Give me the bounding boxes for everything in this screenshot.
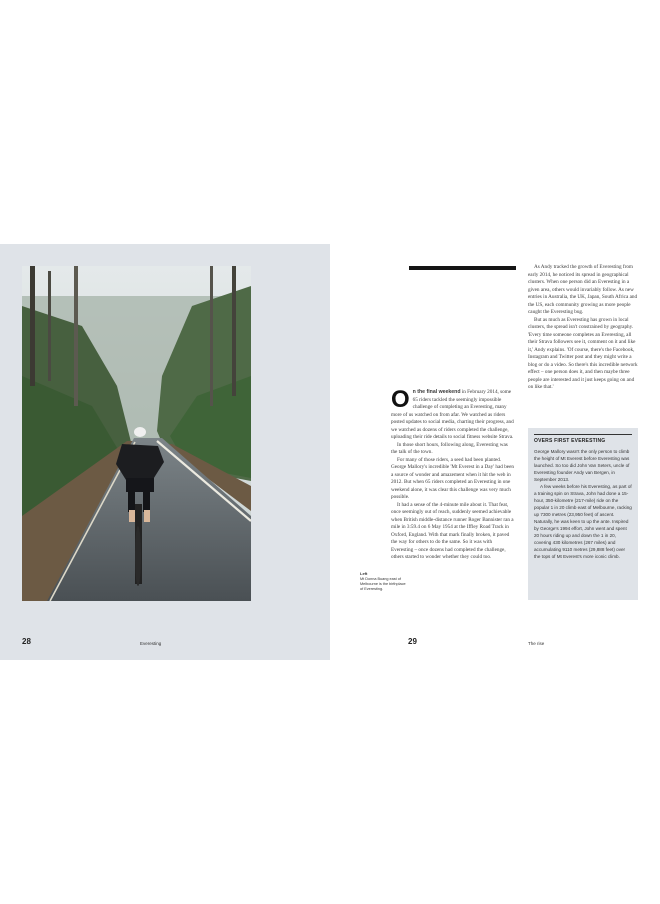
sidebar-paragraph: George Mallory wasn't the only person to climb the height of Mt Everest before Everesting was launched. So too did John Van Seters, uncle of Everesting founder Andy van Bergen, in September 2013. — [534, 449, 630, 482]
running-head-right: The rise — [528, 641, 545, 646]
sidebar-rule — [534, 434, 632, 435]
paragraph: It had a sense of the 4-minute mile about it. That feat, once seemingly out of reach, suddenly seemed achievable when British middle-distance runner Roger Bannister ran a mile in 3:59.4 on 6 May 1954 at the Iffley Road Track in Oxford, England. With that mark finally broken, it paved the way for others to do the same. So it was with Everesting – once dozens had completed the challenge, others started to wonder whether they could too. — [391, 501, 514, 560]
lead-in: n the final weekend — [412, 389, 461, 395]
paragraph: For many of those riders, a seed had been planted. George Mallory's incredible 'Mt Everest in a Day' had been a source of wonder and amazement when it hit the web in 2012. But when 65 riders completed an Everesting in one weekend alone, it was clear this challenge was very much possible. — [391, 456, 514, 500]
sidebar-box — [528, 428, 638, 600]
folio-right: 29 — [408, 637, 417, 646]
caption-label: Left — [360, 571, 368, 576]
paragraph-text: in February 2014, some 65 riders tackled the seemingly impossible challenge of completing an Everesting, many more of us watched on from afar. We watched as riders posted updates to social media, charting their progress, and we watched as dozens of riders completed the challenge, uploading their ride details to social fitness website Strava. — [391, 389, 514, 440]
body-column-1 — [391, 386, 515, 562]
drop-cap: O — [391, 386, 410, 413]
paragraph: In those short hours, following along, Everesting was the talk of the town. — [391, 441, 508, 455]
paragraph — [391, 386, 515, 442]
paragraph: But as much as Everesting has grown in local clusters, the spread isn't constrained by geography. 'Every time someone completes an Everesting, all their Strava followers see it, comment on it and like it,' Andy explains. 'Of course, there's the Facebook, Instagram and Twitter post and they might write a blog or do a video. So there's this incredible network effect – one person does it, and then maybe three people are interested and it just keeps going on and on like that.' — [528, 316, 638, 390]
paragraph: As Andy tracked the growth of Everesting from early 2014, he noticed its spread in geographical clusters. When one person did an Everesting in a given area, others would invariably follow. As new entries in Australia, the UK, Japan, South Africa and the US, each community growing as more people caught the Everesting bug. — [528, 264, 638, 315]
running-head-left: Everesting — [140, 641, 162, 646]
body-column-2 — [528, 264, 638, 392]
section-rule — [409, 266, 516, 270]
sidebar-title: OVERS FIRST EVERESTING — [534, 438, 606, 444]
sidebar-paragraph: A few weeks before his Everesting, as part of a training spin on Strava, John had done a 15-hour, 350-kilometre (217-mile) ride on the popular 1 in 20 climb east of Melbourne, racking up 7300 metres (23,950 feet) of ascent. Naturally, he was keen to up the ante. Inspired by George's 1994 effort, John went and spent 20 hours riding up and down the 1 in 20, covering 430 kilometres (267 miles) and accumulating 9110 metres (29,888 feet) over the tops of Mt Everest's more iconic climb. — [534, 484, 632, 559]
folio-left: 28 — [22, 637, 31, 646]
road-cyclist-photo — [22, 266, 251, 601]
caption-text: Mt Donna Buang east of Melbourne is the birthplace of Everesting. — [360, 577, 406, 591]
photo-caption — [360, 571, 406, 592]
